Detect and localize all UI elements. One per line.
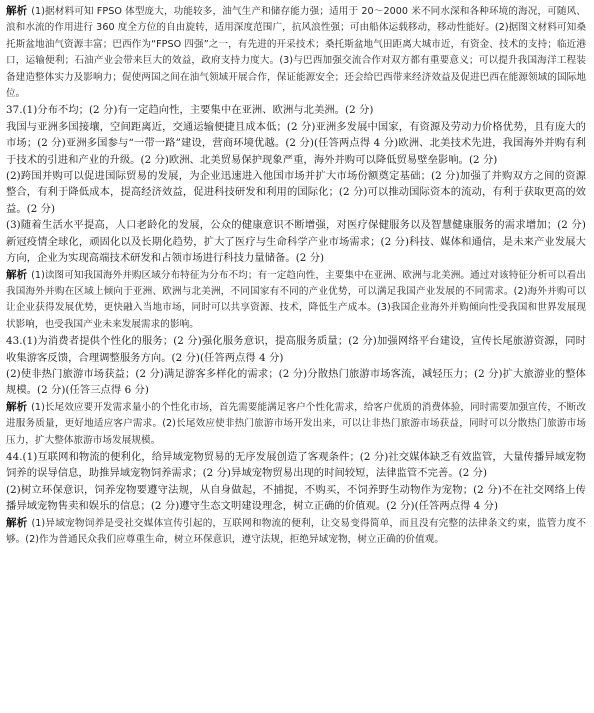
analysis-paragraph (6, 399, 586, 449)
analysis-label: 解析 (6, 400, 28, 413)
answer-text: 我国与亚洲多国接壤，空间距离近，交通运输便捷且成本低；(2 分)亚洲多发展中国家，有资源及劳动力价格优势，且有庞大的市场；(2 分)亚洲多国参与“一带一路”建设，营商环境优越。(2 分)(任答两点得 4 分)欧洲、北美技术先进，我国海外并购有利于技术的引进和产业的升级。(2 分)欧洲、北美贸易保护现象严重，海外并购可以降低贸易壁垒影响。(2 分) (6, 120, 586, 166)
answer-paragraph (6, 217, 586, 266)
analysis-text: (1)据材料可知 FPSO 体型庞大，功能较多，油气生产和储存能力强；适用于 20～2000 米不同水深和各种环境的海况，可随风、浪和水流的作用进行 360 度全方位的自由旋转，适用深度范围广，抗风浪性强；可由船体运载移动，移动性能好。(2)据图文材料可知桑托斯盆地油气资源丰富；巴西作为“FPSO 四强”之一，有先进的开采技术；桑托斯盆地气田距离大城市近，有资金、技术的支持；临近港口，运输便利；石油产业会带来巨大的效益，政府支持力度大。(3)与巴西加强交流合作对双方都有重要意义；可以提升我国海洋工程装备建造整体实力及影响力；促使两国之间在油气领域开展合作，保证能源安全；还会给巴西带来经济效益及促进巴西在能源领域的国际地位。 (6, 6, 586, 100)
answer-page (6, 3, 586, 548)
analysis-label: 解析 (6, 268, 28, 281)
answer-paragraph (6, 482, 586, 515)
answer-paragraph (6, 449, 586, 482)
analysis-paragraph (6, 515, 586, 549)
answer-text: 37.(1)分布不均；(2 分)有一定趋向性，主要集中在亚洲、欧洲与北美洲。(2 分) (6, 104, 374, 117)
analysis-paragraph (6, 267, 586, 334)
answer-paragraph (6, 102, 586, 118)
answer-text: (3)随着生活水平提高，人口老龄化的发展，公众的健康意识不断增强，对医疗保健服务以及智慧健康服务的需求增加；(2 分)新冠疫情全球化，顽固化以及长期化趋势，扩大了医疗与生命科学产业市场需求；(2 分)科技、媒体和通信，是未来产业发展大方向，企业为实现高端技术研发和占领市场进行科技力量储备。(2 分) (6, 219, 586, 265)
analysis-text: (1)长尾效应要开发需求量小的个性化市场，首先需要能满足客户个性化需求，给客户优质的消费体验，同时需要加强宣传，不断改进服务质量，更好地适应客户需求。(2)长尾效应使非热门旅游市场开发出来，可以让非热门旅游市场获益，同时可以分散热门旅游市场压力，扩大整体旅游市场发展规模。 (6, 401, 586, 446)
answer-text: 44.(1)互联网和物流的便利化，给异域宠物贸易的无序发展创造了客观条件；(2 分)社交媒体缺乏有效监管，大量传播异域宠物饲养的误导信息，助推异域宠物饲养需求；(2 分)异域宠物贸易出现的时间较短，法律监管不完善。(2 分) (6, 450, 586, 480)
answer-paragraph (6, 119, 586, 168)
answer-paragraph (6, 168, 586, 217)
answer-text: (2)树立环保意识，饲养宠物要遵守法规，从自身做起，不捕捉，不购买，不饲养野生动物作为宠物；(2 分)不在社交网络上传播异域宠物售卖和娱乐的信息；(2 分)遵守生态文明建设理念，树立正确的价值观。(2 分)(任答两点得 4 分) (6, 483, 586, 513)
answer-paragraph (6, 366, 586, 399)
analysis-text: (1)异域宠物饲养是受社交媒体宣传引起的，互联网和物流的便利，让交易变得简单，而且没有完整的法律条文约束，监管力度不够。(2)作为普通民众我们应尊重生命，树立环保意识，遵守法规，拒绝异域宠物，树立正确的价值观。 (6, 517, 586, 545)
analysis-label: 解析 (6, 5, 28, 17)
answer-text: 43.(1)为消费者提供个性化的服务；(2 分)强化服务意识，提高服务质量；(2 分)加强网络平台建设，宣传长尾旅游资源，同时收集游客反馈，合理调整服务方向。(2 分)(任答两点得 4 分) (6, 335, 586, 364)
answer-text: (2)跨国并购可以促进国际贸易的发展，为企业迅速进入他国市场并扩大市场份额奠定基础；(2 分)加强了并购双方之间的资源整合，有利于降低成本，提高经济效益，促进科技研发和利用的国际化；(2 分)可以推动国际资本的流动，有利于获取更高的效益。(2 分) (6, 170, 586, 215)
answer-text: (2)使非热门旅游市场获益；(2 分)满足游客多样化的需求；(2 分)分散热门旅游市场客流，减轻压力；(2 分)扩大旅游业的整体规模。(2 分)(任答三点得 6 分) (6, 367, 586, 397)
analysis-text: (1)读图可知我国海外并购区域分布特征为分布不均；有一定趋向性，主要集中在亚洲、欧洲与北美洲。通过对该特征分析可以看出我国海外并购在区域上倾向于亚洲、欧洲与北美洲，不同国家有不同的产业优势，可以满足我国产业发展的不同需求。(2)海外并购可以让企业获得发展优势，更快融入当地市场，同时可以共享资源、技术，降低生产成本。(3)我国企业海外并购倾向性受我国和世界发展现状影响，也受我国产业未来发展需求的影响。 (6, 269, 586, 330)
analysis-label: 解析 (6, 516, 28, 529)
answer-paragraph (6, 333, 586, 366)
analysis-paragraph (6, 3, 586, 102)
